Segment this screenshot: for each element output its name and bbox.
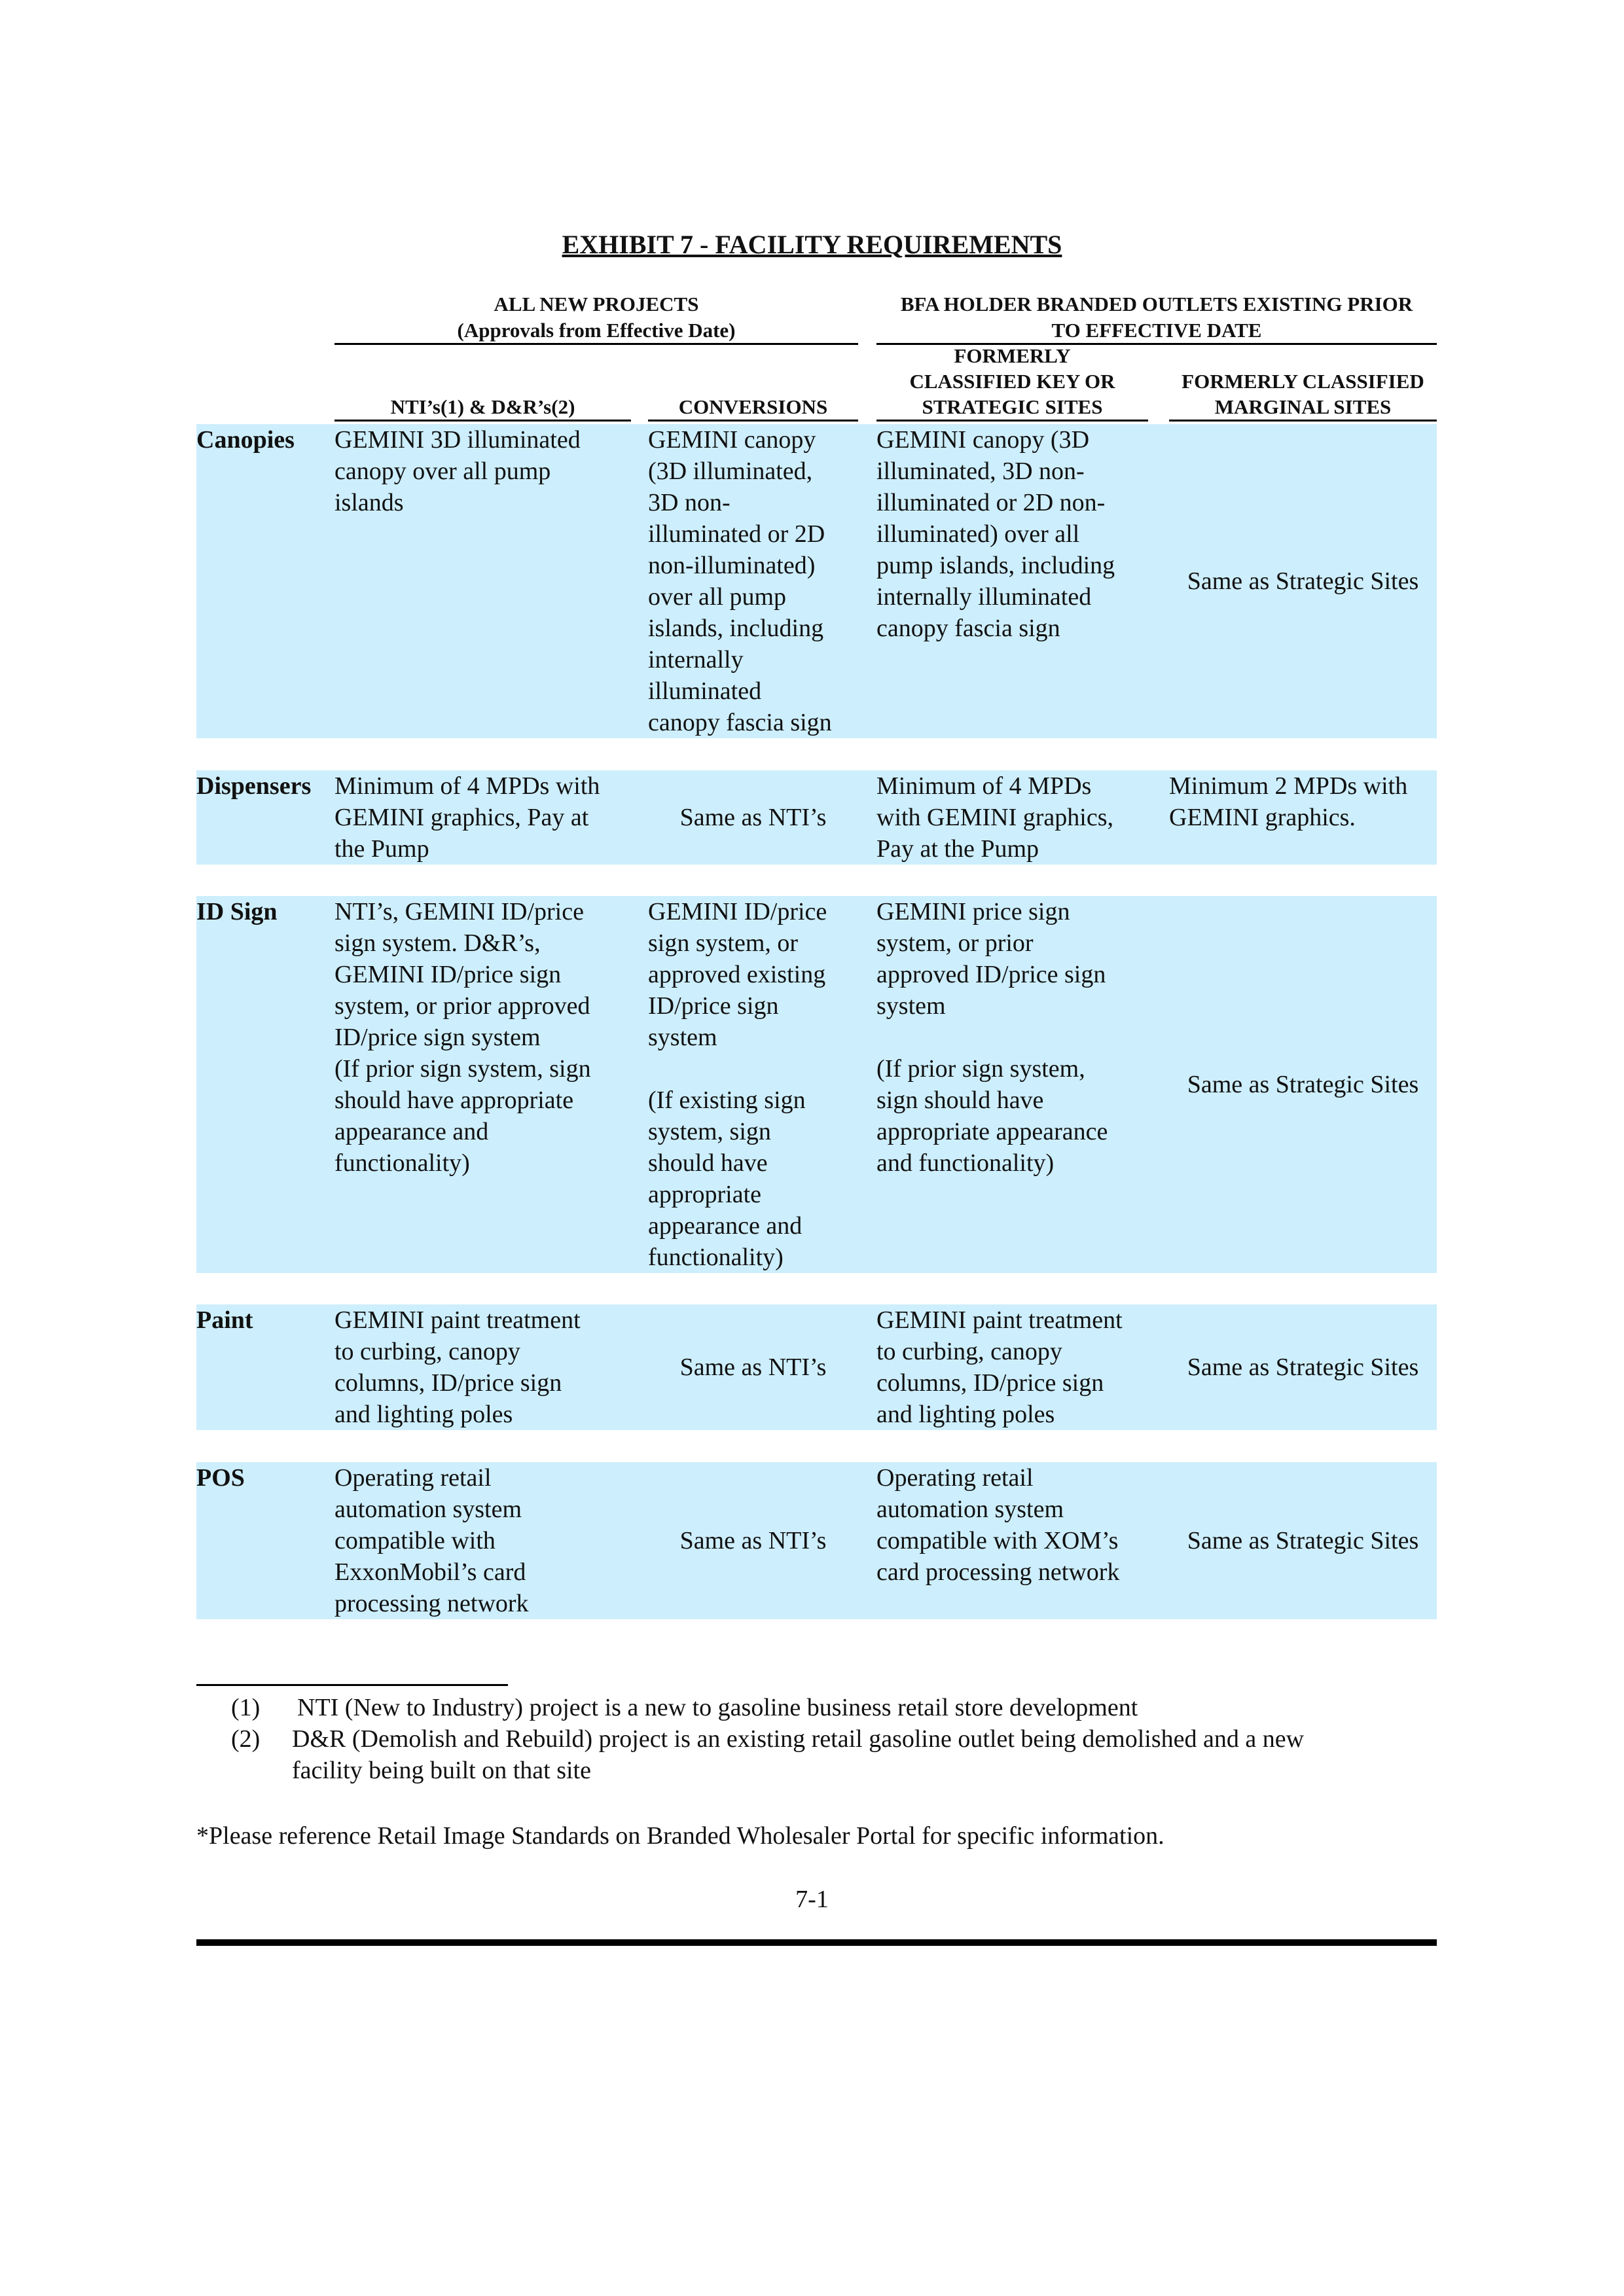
cell-ntis: Minimum of 4 MPDs with GEMINI graphics, Pay at the Pump xyxy=(334,772,600,863)
cell-marginal: Minimum 2 MPDs with GEMINI graphics. xyxy=(1169,772,1408,831)
cell-strategic: GEMINI paint treatment to curbing, canopy columns, ID/price sign and lighting poles xyxy=(876,1306,1123,1428)
footnote-number: (1) xyxy=(231,1694,261,1721)
cell-ntis: NTI’s, GEMINI ID/price sign system. D&R’s, GEMINI ID/price sign system, or prior approved ID/price sign system (If prior sign system, sign should have appropriate appearance and functionality) xyxy=(334,898,591,1177)
bottom-rule xyxy=(196,1939,1437,1946)
cell-strategic: Operating retail automation system compatible with XOM’s card processing network xyxy=(876,1464,1120,1586)
cell-marginal: Same as Strategic Sites xyxy=(1187,1527,1419,1554)
cell-conversions: GEMINI canopy (3D illuminated, 3D non- illuminated or 2D non-illuminated) over all pump islands, including internally illuminated canopy fascia sign xyxy=(648,426,832,736)
row-label: POS xyxy=(196,1464,245,1492)
cell-marginal: Same as Strategic Sites xyxy=(1187,1071,1419,1098)
footnote-number: (2) xyxy=(231,1725,261,1753)
group-header-existing-outlets: BFA HOLDER BRANDED OUTLETS EXISTING PRIOR TO EFFECTIVE DATE xyxy=(900,293,1413,342)
column-header-ntis: NTI’s(1) & D&R’s(2) xyxy=(334,394,631,422)
cell-conversions: Same as NTI’s xyxy=(679,804,827,831)
group-header-rule xyxy=(334,343,858,345)
footnote-text: NTI (New to Industry) project is a new to gasoline business retail store development xyxy=(297,1694,1138,1721)
cell-strategic: Minimum of 4 MPDs with GEMINI graphics, Pay at the Pump xyxy=(876,772,1113,863)
reference-note: *Please reference Retail Image Standards on Branded Wholesaler Portal for specific information. xyxy=(196,1822,1164,1850)
table-row-dispensers xyxy=(196,770,1437,865)
cell-strategic: GEMINI canopy (3D illuminated, 3D non- illuminated or 2D non- illuminated) over all pump islands, including internally illuminated canopy fascia sign xyxy=(876,426,1115,642)
cell-strategic: GEMINI price sign system, or prior approved ID/price sign system (If prior sign system, sign should have appropriate appearance and functionality) xyxy=(876,898,1108,1177)
group-header-new-projects: ALL NEW PROJECTS (Approvals from Effective Date) xyxy=(457,293,736,342)
column-header-marginal-sites: FORMERLY CLASSIFIED MARGINAL SITES xyxy=(1169,368,1437,422)
cell-marginal: Same as Strategic Sites xyxy=(1187,567,1419,595)
table-row-id-sign xyxy=(196,896,1437,1273)
cell-ntis: GEMINI paint treatment to curbing, canopy columns, ID/price sign and lighting poles xyxy=(334,1306,581,1428)
footnote-rule xyxy=(196,1684,508,1686)
column-header-strategic-sites: FORMERLY CLASSIFIED KEY OR STRATEGIC SITES xyxy=(876,343,1148,422)
row-label: Dispensers xyxy=(196,772,312,800)
row-label: ID Sign xyxy=(196,898,278,925)
cell-marginal: Same as Strategic Sites xyxy=(1187,1354,1419,1381)
footnote-1 xyxy=(231,1692,1475,1723)
cell-conversions: Same as NTI’s xyxy=(679,1354,827,1381)
row-label: Paint xyxy=(196,1306,253,1334)
cell-conversions: GEMINI ID/price sign system, or approved existing ID/price sign system (If existing sign system, sign should have appropriate appearance and functionality) xyxy=(648,898,827,1271)
page-number: 7-1 xyxy=(795,1886,829,1913)
row-label: Canopies xyxy=(196,426,295,454)
table-row-canopies xyxy=(196,424,1437,738)
cell-conversions: Same as NTI’s xyxy=(679,1527,827,1554)
cell-ntis: Operating retail automation system compatible with ExxonMobil’s card processing network xyxy=(334,1464,529,1617)
table-row-paint xyxy=(196,1304,1437,1430)
page-title: EXHIBIT 7 - FACILITY REQUIREMENTS xyxy=(562,230,1062,259)
footnote-text: D&R (Demolish and Rebuild) project is an existing retail gasoline outlet being demolished and a new facility being built on that site xyxy=(292,1725,1305,1784)
column-header-conversions: CONVERSIONS xyxy=(648,394,858,422)
cell-ntis: GEMINI 3D illuminated canopy over all pump islands xyxy=(334,426,581,516)
table-row-pos xyxy=(196,1462,1437,1619)
footnote-2 xyxy=(231,1723,1475,1786)
